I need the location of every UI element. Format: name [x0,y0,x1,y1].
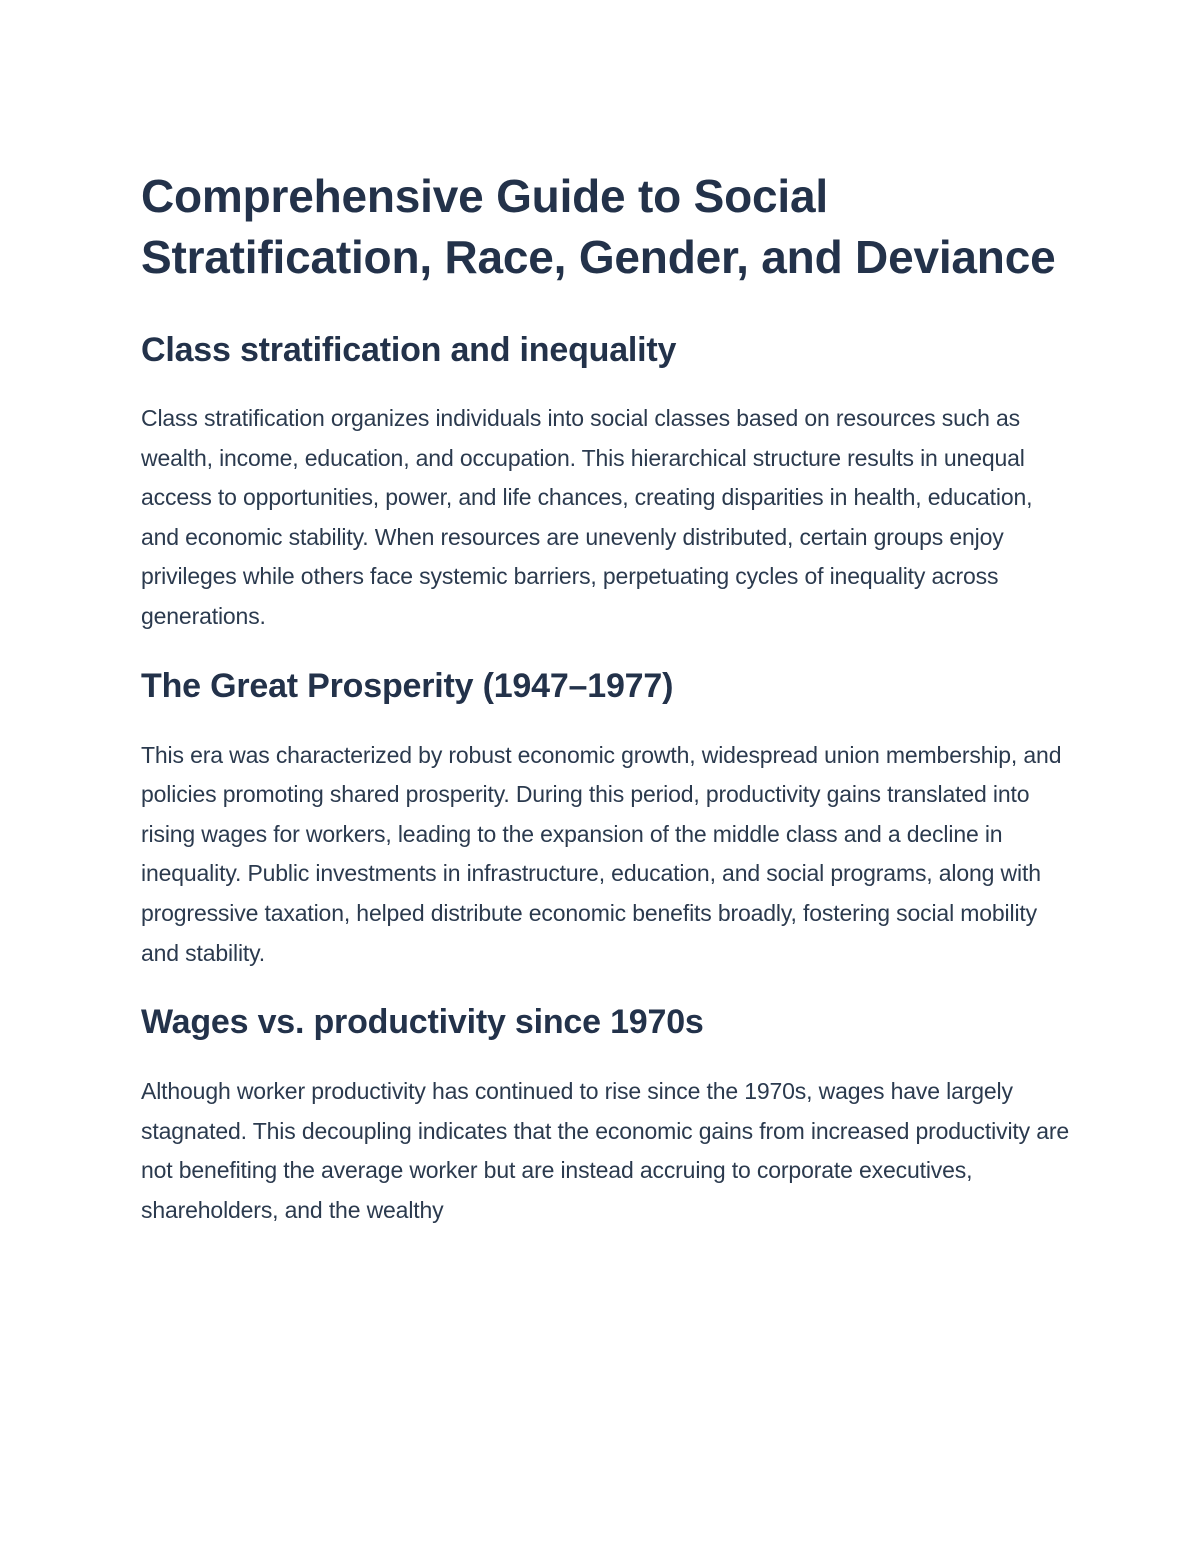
section-class-stratification [141,328,1071,637]
section-heading: The Great Prosperity (1947–1977) [141,666,674,705]
section-heading: Wages vs. productivity since 1970s [141,1003,704,1042]
section-paragraph: Although worker productivity has continued to rise since the 1970s, wages have largely stagnated. This decoupling indicates that the economic gains from increased productivity are not benefiting the average worker but are instead accruing to corporate executives, shareholders, and the wealthy [141,1078,1070,1223]
section-paragraph: This era was characterized by robust economic growth, widespread union membership, and policies promoting shared prosperity. During this period, productivity gains translated into rising wages for workers, leading to the expansion of the middle class and a decline in inequality. Public investments in infrastructure, education, and social programs, along with progressive taxation, helped distribute economic benefits broadly, fostering social mobility and stability. [141,741,1062,966]
section-great-prosperity [141,664,1071,974]
section-paragraph: Class stratification organizes individuals into social classes based on resources such as wealth, income, education, and occupation. This hierarchical structure results in unequal access to opportunities, power, and life chances, creating disparities in health, education, and economic stability. When resources are unevenly distributed, certain groups enjoy privileges while others face systemic barriers, perpetuating cycles of inequality across generations. [141,405,1033,629]
section-wages-productivity [141,1000,1071,1230]
document-title: Comprehensive Guide to Social Stratification, Race, Gender, and Deviance [141,170,1056,283]
document-page [141,166,1071,1231]
section-heading: Class stratification and inequality [141,331,677,369]
